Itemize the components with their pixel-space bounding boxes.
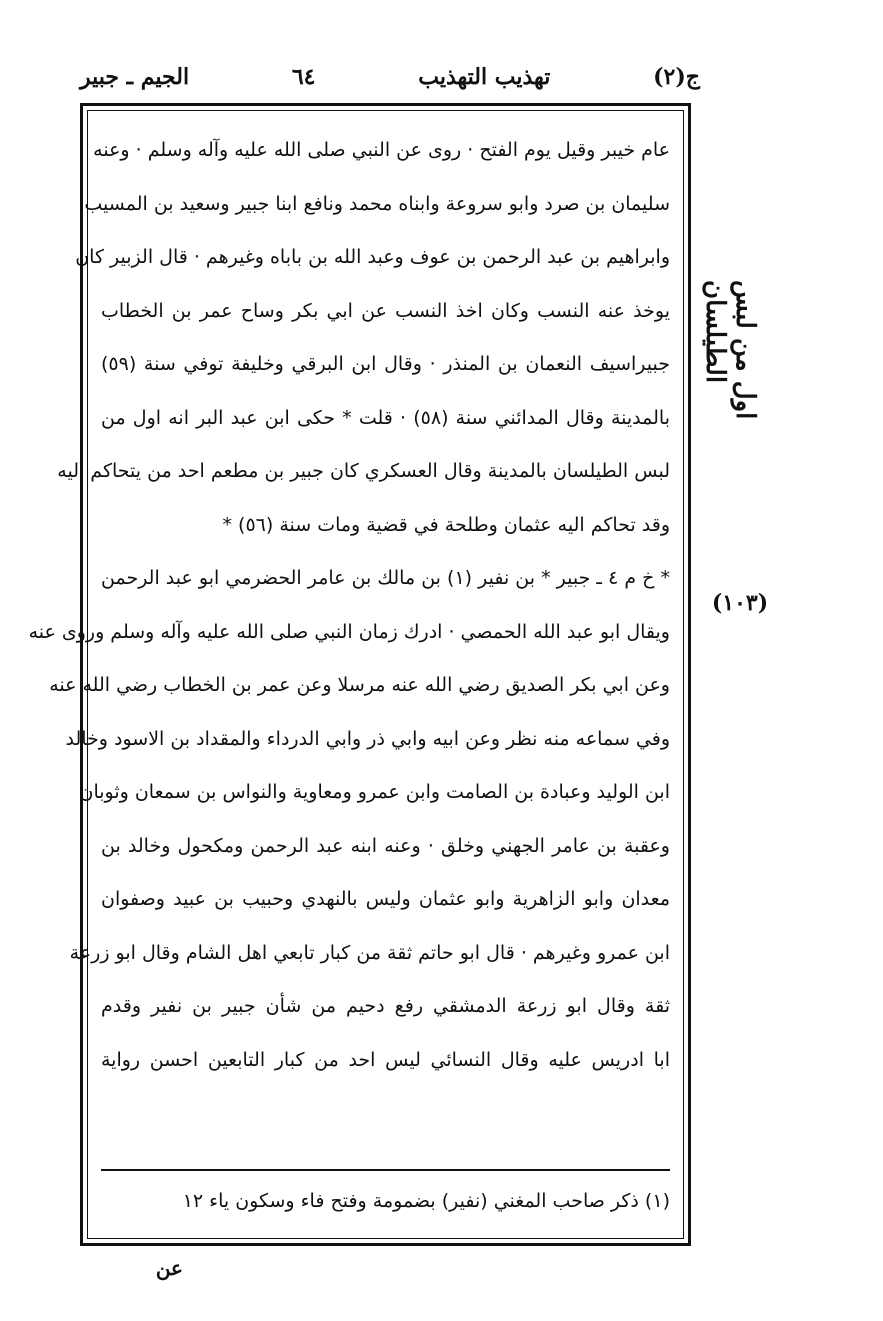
footnote-divider — [101, 1169, 670, 1171]
volume-label: ج(٢) — [653, 64, 700, 90]
body-line: عام خيبر وقيل يوم الفتح · روى عن النبي صلى الله عليه وآله وسلم · وعنه — [93, 139, 670, 161]
entry-number: (١٠٣) — [711, 590, 769, 616]
body-line: وعقبة بن عامر الجهني وخلق · وعنه ابنه عبد الرحمن ومكحول وخالد بن — [101, 834, 670, 857]
body-line: وقد تحاكم اليه عثمان وطلحة في قضية ومات سنة (٥٦) * — [222, 513, 670, 536]
page-number: ٦٤ — [291, 64, 316, 90]
body-line: ثقة وقال ابو زرعة الدمشقي رفع دحيم من شأن جبير بن نفير وقدم — [101, 995, 670, 1017]
body-line: سليمان بن صرد وابو سروعة وابناه محمد ونافع ابنا جبير وسعيد بن المسيب — [84, 192, 670, 215]
footnote: (١) ذكر صاحب المغني (نفير) بضمومة وفتح فاء وسكون ياء ١٢ — [182, 1190, 670, 1212]
body-line: جبيراسيف النعمان بن المنذر · وقال ابن البرقي وخليفة توفي سنة (٥٩) — [101, 353, 670, 375]
text-frame — [28, 103, 691, 1246]
entry-heading-line: * خ م ٤ ـ جبير * بن نفير (١) بن مالك بن عامر الحضرمي ابو عبد الرحمن — [101, 567, 670, 589]
body-line: ابن الوليد وعبادة بن الصامت وابن عمرو ومعاوية والنواس بن سمعان وثوبان — [79, 781, 670, 803]
catchword: عن — [155, 1256, 183, 1280]
body-line: وابراهيم بن عبد الرحمن بن عوف وعبد الله بن باباه وغيرهم · قال الزبير كان — [75, 246, 670, 268]
body-line: ابا ادريس عليه وقال النسائي ليس احد من كبار التابعين احسن رواية — [101, 1048, 670, 1071]
body-line: ابن عمرو وغيرهم · قال ابو حاتم ثقة من كبار تابعي اهل الشام وقال ابو زرعة — [69, 941, 670, 964]
body-line: لبس الطيلسان بالمدينة وقال العسكري كان جبير بن مطعم احد من يتحاكم اليه — [57, 460, 670, 482]
body-line: معدان وابو الزاهرية وابو عثمان وليس بالنهدي وحبيب بن عبيد وصفوان — [101, 888, 670, 910]
body-text — [28, 124, 670, 1087]
margin-note: اول من لبس الطيلسان — [700, 280, 760, 420]
body-line: ويقال ابو عبد الله الحمصي · ادرك زمان النبي صلى الله عليه وآله وسلم وروى عنه — [28, 620, 670, 643]
body-line: وعن ابي بكر الصديق رضي الله عنه مرسلا وعن عمر بن الخطاب رضي الله عنه — [49, 674, 670, 696]
body-line: يوخذ عنه النسب وكان اخذ النسب عن ابي بكر وساح عمر بن الخطاب — [101, 299, 670, 322]
body-line: بالمدينة وقال المدائني سنة (٥٨) · قلت * حكى ابن عبد البر انه اول من — [101, 406, 670, 429]
body-line: وفي سماعه منه نظر وعن ابيه وابي ذر وابي الدرداء والمقداد بن الاسود وخالد — [65, 727, 670, 750]
section-label: الجيم ـ جبير — [80, 64, 190, 90]
running-header — [80, 58, 700, 96]
book-title: تهذيب التهذيب — [418, 64, 551, 90]
